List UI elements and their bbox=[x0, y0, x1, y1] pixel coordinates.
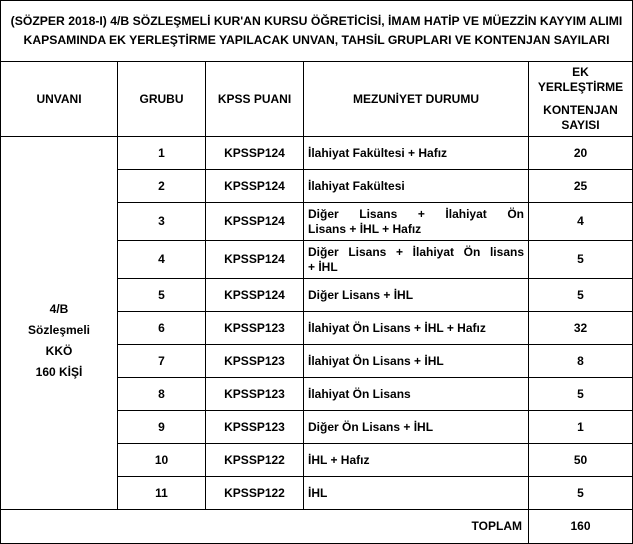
cell-mezuniyet-line1: Diğer Lisans + İlahiyat Ön bbox=[308, 206, 524, 221]
cell-mezuniyet: İlahiyat Ön Lisans + İHL bbox=[304, 345, 529, 378]
cell-kontenjan: 50 bbox=[529, 444, 633, 477]
cell-grup: 3 bbox=[118, 203, 206, 241]
cell-kontenjan: 5 bbox=[529, 241, 633, 279]
table-row bbox=[1, 137, 633, 170]
cell-kpss: KPSSP124 bbox=[206, 241, 304, 279]
header-grubu: GRUBU bbox=[118, 62, 206, 137]
cell-mezuniyet: İlahiyat Ön Lisans + İHL + Hafız bbox=[304, 312, 529, 345]
cell-grup: 6 bbox=[118, 312, 206, 345]
cell-mezuniyet: İlahiyat Ön Lisans bbox=[304, 378, 529, 411]
cell-kpss: KPSSP123 bbox=[206, 411, 304, 444]
cell-kpss: KPSSP124 bbox=[206, 170, 304, 203]
header-kpss-puani: KPSS PUANI bbox=[206, 62, 304, 137]
header-unvani: UNVANI bbox=[1, 62, 118, 137]
cell-kontenjan: 8 bbox=[529, 345, 633, 378]
cell-kpss: KPSSP122 bbox=[206, 477, 304, 510]
table-title: (SÖZPER 2018-I) 4/B SÖZLEŞMELİ KUR'AN KURSU ÖĞRETİCİSİ, İMAM HATİP VE MÜEZZİN KAYYIM ALIMI KAPSAMINDA EK YERLEŞTİRME YAPILACAK UNVAN, TAHSİL GRUPLARI VE KONTENJAN SAYILARI bbox=[1, 1, 633, 62]
total-label: TOPLAM bbox=[1, 510, 529, 544]
cell-kontenjan: 4 bbox=[529, 203, 633, 241]
header-mezuniyet-durumu: MEZUNİYET DURUMU bbox=[304, 62, 529, 137]
cell-mezuniyet: İHL + Hafız bbox=[304, 444, 529, 477]
cell-mezuniyet: İlahiyat Fakültesi bbox=[304, 170, 529, 203]
cell-mezuniyet bbox=[304, 241, 529, 279]
header-kontenjan bbox=[529, 62, 633, 137]
cell-kpss: KPSSP124 bbox=[206, 279, 304, 312]
header-kontenjan-line2: KONTENJAN SAYISI bbox=[543, 103, 618, 132]
total-row bbox=[1, 510, 633, 544]
cell-kpss: KPSSP123 bbox=[206, 345, 304, 378]
cell-grup: 4 bbox=[118, 241, 206, 279]
cell-kpss: KPSSP123 bbox=[206, 312, 304, 345]
cell-kontenjan: 1 bbox=[529, 411, 633, 444]
cell-mezuniyet bbox=[304, 203, 529, 241]
unit-line3: KKÖ bbox=[45, 344, 73, 358]
cell-kpss: KPSSP122 bbox=[206, 444, 304, 477]
cell-kontenjan: 5 bbox=[529, 477, 633, 510]
header-kontenjan-line1: EK YERLEŞTİRME bbox=[537, 65, 624, 94]
cell-grup: 10 bbox=[118, 444, 206, 477]
cell-kontenjan: 5 bbox=[529, 378, 633, 411]
cell-mezuniyet-line2: Lisans + İHL + Hafız bbox=[308, 221, 422, 236]
unit-line4: 160 KİŞİ bbox=[35, 365, 83, 379]
cell-kontenjan: 20 bbox=[529, 137, 633, 170]
cell-kpss: KPSSP124 bbox=[206, 203, 304, 241]
cell-kpss: KPSSP123 bbox=[206, 378, 304, 411]
cell-kpss: KPSSP124 bbox=[206, 137, 304, 170]
cell-kontenjan: 25 bbox=[529, 170, 633, 203]
unit-line1: 4/B bbox=[49, 302, 69, 316]
cell-mezuniyet: Diğer Lisans + İHL bbox=[304, 279, 529, 312]
cell-mezuniyet: İHL bbox=[304, 477, 529, 510]
unit-line2: Sözleşmeli bbox=[27, 323, 91, 337]
cell-grup: 1 bbox=[118, 137, 206, 170]
cell-grup: 8 bbox=[118, 378, 206, 411]
cell-grup: 7 bbox=[118, 345, 206, 378]
cell-grup: 2 bbox=[118, 170, 206, 203]
cell-mezuniyet-line2: + İHL bbox=[308, 259, 338, 274]
cell-mezuniyet: İlahiyat Fakültesi + Hafız bbox=[304, 137, 529, 170]
cell-grup: 9 bbox=[118, 411, 206, 444]
cell-mezuniyet-line1: Diğer Lisans + İlahiyat Ön lisans bbox=[308, 244, 524, 259]
cell-grup: 5 bbox=[118, 279, 206, 312]
cell-mezuniyet: Diğer Ön Lisans + İHL bbox=[304, 411, 529, 444]
cell-kontenjan: 32 bbox=[529, 312, 633, 345]
unit-cell bbox=[1, 137, 118, 510]
cell-kontenjan: 5 bbox=[529, 279, 633, 312]
total-value: 160 bbox=[529, 510, 633, 544]
cell-grup: 11 bbox=[118, 477, 206, 510]
